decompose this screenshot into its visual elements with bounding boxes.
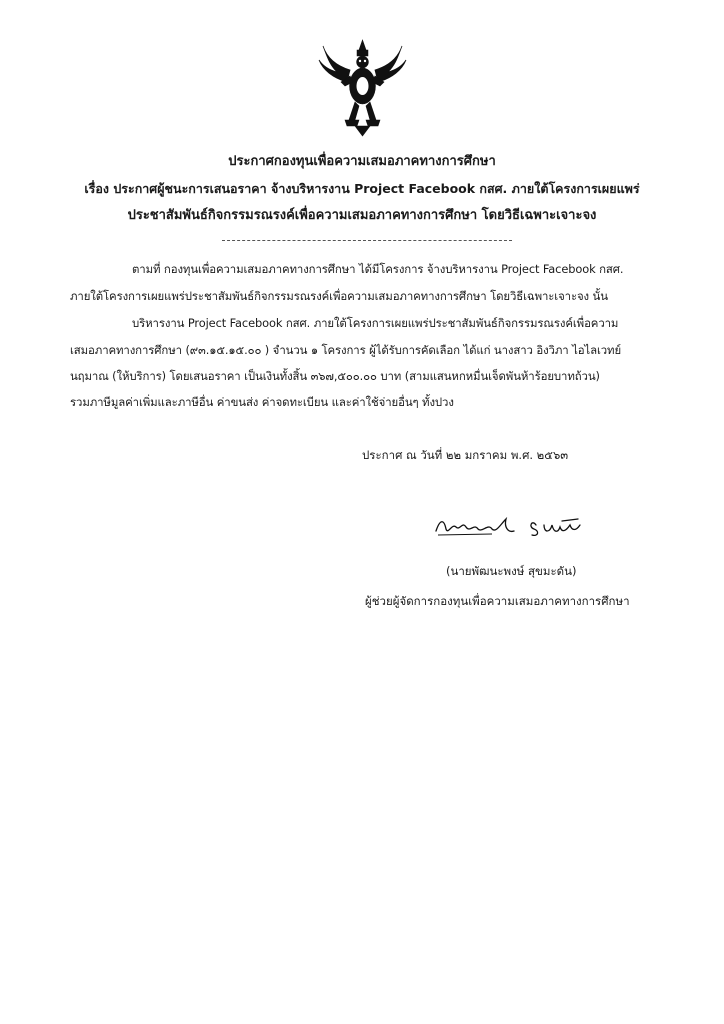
paragraph-1-line-1: ตามที่ กองทุนเพื่อความเสมอภาคทางการศึกษา ได้มีโครงการ จ้างบริหารงาน Project Facebook กสศ.: [132, 262, 624, 276]
announcement-heading: ประกาศกองทุนเพื่อความเสมอภาคทางการศึกษา: [228, 154, 496, 169]
garuda-emblem-icon: [315, 38, 410, 138]
signer-name: (นายพัฒนะพงษ์ สุขมะดัน): [446, 564, 577, 578]
announcement-date: ประกาศ ณ วันที่ ๒๒ มกราคม พ.ศ. ๒๕๖๓: [362, 448, 569, 462]
announcement-subject: เรื่อง ประกาศผู้ชนะการเสนอราคา จ้างบริหารงาน Project Facebook กสศ. ภายใต้โครงการเผยแพร่: [84, 181, 640, 196]
paragraph-2-line-2: เสมอภาคทางการศึกษา (๙๓.๑๕.๑๕.๐๐ ) จำนวน ๑ โครงการ ผู้ได้รับการคัดเลือก ได้แก่ นางสาว อิงวิภา ไอไลเวทย์: [70, 343, 622, 357]
handwritten-signature: [432, 513, 592, 543]
signer-title: ผู้ช่วยผู้จัดการกองทุนเพื่อความเสมอภาคทางการศึกษา: [365, 594, 630, 608]
paragraph-2-line-4: รวมภาษีมูลค่าเพิ่มและภาษีอื่น ค่าขนส่ง ค่าจดทะเบียน และค่าใช้จ่ายอื่นๆ ทั้งปวง: [70, 395, 454, 409]
paragraph-2-line-3: นฤมาณ (ให้บริการ) โดยเสนอราคา เป็นเงินทั้งสิ้น ๓๖๗,๕๐๐.๐๐ บาท (สามแสนหกหมื่นเจ็ดพันห้าร้อยบาทถ้วน): [70, 369, 600, 383]
paragraph-2-line-1: บริหารงาน Project Facebook กสศ. ภายใต้โครงการเผยแพร่ประชาสัมพันธ์กิจกรรมรณรงค์เพื่อความ: [132, 316, 619, 330]
announcement-subject-continued: ประชาสัมพันธ์กิจกรรมรณรงค์เพื่อความเสมอภาคทางการศึกษา โดยวิธีเฉพาะเจาะจง: [127, 208, 597, 223]
header-divider: [222, 240, 512, 241]
paragraph-1-line-2: ภายใต้โครงการเผยแพร่ประชาสัมพันธ์กิจกรรมรณรงค์เพื่อความเสมอภาคทางการศึกษา โดยวิธีเฉพาะเจาะจง นั้น: [70, 289, 608, 303]
